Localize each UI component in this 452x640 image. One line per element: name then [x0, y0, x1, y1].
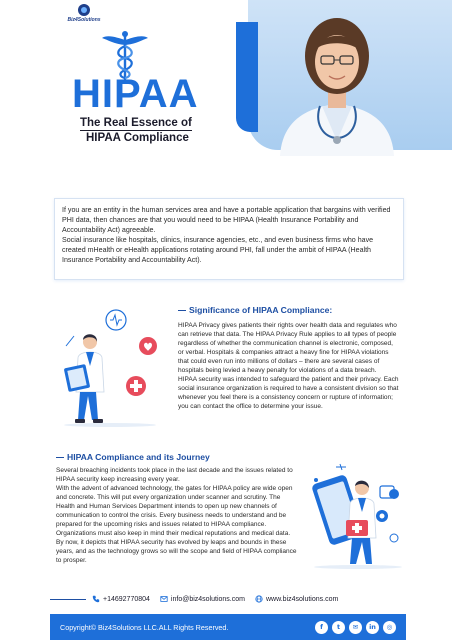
section-journey-body	[56, 466, 298, 565]
intro-paragraph-2: Social insurance like hospitals, clinics, insurance agencies, etc., and even business firms who have created mHealth or eHealth applications rotating around PHI, fall under the ambit of HIPAA (Health Insurance Portability and Accountability Act).	[62, 236, 374, 264]
social-links	[315, 621, 396, 634]
section-significance-paragraph-1: HIPAA Privacy gives patients their rights over health data and regulates who can retrieve that data. The HIPAA Privacy Rule applies to all types of people regardless of whether the communication channel is electronic, composed, or verbal. Hospitals & companies attract a heavy fine for HIPAA violations that could even run into millions of dollars – there are several cases of hospitals being levied a heavy penalty for violations of a data breach.	[178, 322, 397, 374]
logo-mark-icon	[78, 4, 90, 16]
hero-subtitle	[80, 116, 192, 145]
hero-subtitle-line2: HIPAA Compliance	[80, 130, 192, 145]
section-journey-paragraph-1: Several breaching incidents took place in the last decade and the issues related to HIPAA security keep increasing every year.	[56, 467, 293, 483]
contact-website-text: www.biz4solutions.com	[265, 595, 339, 603]
instagram-icon[interactable]: ◎	[383, 621, 396, 634]
brand-logo[interactable]	[60, 4, 108, 23]
section-journey-heading: HIPAA Compliance and its Journey	[56, 452, 210, 462]
doctor-phone-illustration	[306, 458, 406, 570]
phone-icon	[92, 595, 100, 603]
section-significance-heading: Significance of HIPAA Compliance:	[178, 305, 332, 315]
contact-divider	[50, 599, 86, 600]
contact-email[interactable]	[160, 595, 245, 603]
footer	[50, 614, 406, 640]
contact-bar	[50, 592, 402, 606]
hero-accent-bar	[236, 22, 258, 132]
linkedin-icon[interactable]: in	[366, 621, 379, 634]
hero-banner	[0, 0, 452, 190]
contact-email-text: info@biz4solutions.com	[170, 595, 245, 603]
hero-title: HIPAA	[72, 72, 199, 116]
section-journey-paragraph-3: Organizations must also keep in mind their medical reputations and medical data. By now, it depicts that HIPAA security has evolved by leaps and bounds in these years, and as the technology grows so will the scope and field of HIPAA compliance to prosper.	[56, 530, 297, 564]
email-social-icon[interactable]: ✉	[349, 621, 362, 634]
contact-website[interactable]	[255, 595, 338, 603]
intro-box	[54, 198, 404, 280]
email-icon	[160, 595, 168, 603]
section-significance-body	[178, 321, 400, 411]
contact-phone[interactable]	[92, 595, 150, 603]
twitter-icon[interactable]: t	[332, 621, 345, 634]
hero-subtitle-line1: The Real Essence of	[80, 117, 192, 129]
footer-copyright: Copyright© Biz4Solutions LLC.ALL Rights Reserved.	[60, 622, 229, 632]
doctor-photo	[262, 6, 412, 156]
section-journey-paragraph-2: With the advent of advanced technology, the gates for HIPAA policy are wide open and concrete. This will put every organization under scanner and scrutiny. The Health and Human Services Department intends to open up new channels of communication to control the crisis. Every business needs to understand and be prepared for the upcoming risks and issues related to HIPAA compliance.	[56, 485, 293, 528]
globe-icon	[255, 595, 263, 603]
facebook-icon[interactable]: f	[315, 621, 328, 634]
logo-text: Biz4Solutions	[67, 17, 101, 23]
section-significance-paragraph-2: HIPAA security was intended to safeguard the patient and their privacy. Each social insurance organization is required to have a consistent division so that whenever you feel there is a consistency concern or rupture of information; you can contact the office to determine your issue.	[178, 376, 399, 410]
doctor-tablet-illustration	[60, 306, 164, 428]
contact-phone-text: +14692770804	[103, 595, 150, 603]
intro-paragraph-1: If you are an entity in the human services area and have a portable application that bargains with verified PHI data, then chances are that you would need to be HIPAA (Health Insurance Portability and Accountability Act) agreeable.	[62, 206, 391, 234]
